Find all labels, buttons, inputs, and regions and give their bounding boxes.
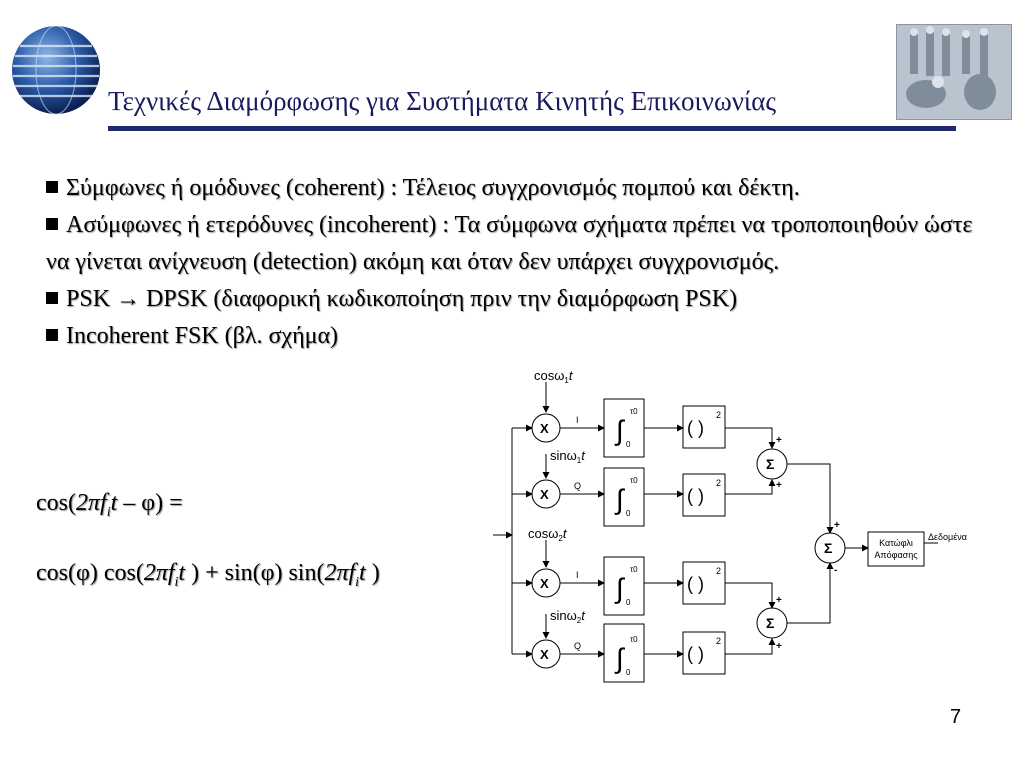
mixer-label: X [540, 647, 549, 662]
bullet-item [46, 281, 996, 318]
svg-text:2: 2 [716, 478, 722, 488]
svg-text:+: + [834, 520, 840, 531]
svg-text:+: + [776, 480, 782, 491]
svg-text:2: 2 [716, 410, 722, 420]
squarer-label: ( ) [687, 418, 704, 438]
bullet-item [46, 170, 996, 207]
mixer-label: X [540, 421, 549, 436]
equation-line-1: $\cos(2\pi f_it - \varphi)$ = [36, 490, 183, 520]
branch-i-label: I [576, 415, 579, 425]
svg-text:0: 0 [626, 509, 631, 518]
branch-q-label: Q [574, 481, 582, 491]
square-bullet-icon [46, 292, 58, 304]
svg-text:τ0: τ0 [630, 635, 638, 644]
bullet-text: PSK → DPSK (διαφορική κωδικοποίηση πριν την διαμόρφωση PSK) [66, 286, 738, 312]
threshold-label: Κατώφλι [879, 538, 913, 548]
svg-text:τ0: τ0 [630, 476, 638, 485]
bullet-list [46, 170, 996, 355]
svg-text:0: 0 [626, 440, 631, 449]
page-number: 7 [950, 706, 962, 728]
bullet-text: Ασύμφωνες ή ετερόδυνες (incoherent) : Τα σύμφωνα σχήματα πρέπει να τροποποιηθούν ώστε να γίνεται ανίχνευση (detection) ακόμη και όταν δεν υπάρχει συγχρονισμός. [46, 212, 973, 275]
equation-line-2: cos(φ) $\cos(2\pi f_it$ ) + sin(φ) $\sin(2\pi f_it$ ) [36, 560, 380, 590]
square-bullet-icon [46, 329, 58, 341]
sum-label: Σ [824, 540, 833, 556]
svg-text:0: 0 [626, 668, 631, 677]
osc-sin2-label: sinω$_2$t [550, 608, 585, 625]
mixer-label: X [540, 487, 549, 502]
svg-text:+: + [776, 641, 782, 652]
globe-logo-icon [10, 24, 102, 116]
bullet-item [46, 207, 996, 281]
bullet-text: Incoherent FSK (βλ. σχήμα) [66, 323, 339, 349]
svg-text:τ0: τ0 [630, 565, 638, 574]
svg-text:2: 2 [716, 636, 722, 646]
threshold-label: Απόφασης [874, 550, 918, 560]
mixer-label: X [540, 576, 549, 591]
branch-i-label: I [576, 570, 579, 580]
integral-icon: ∫ [616, 484, 624, 515]
svg-text:0: 0 [626, 598, 631, 607]
squarer-label: ( ) [687, 574, 704, 594]
sum-label: Σ [766, 456, 775, 472]
svg-text:-: - [834, 565, 838, 576]
svg-text:τ0: τ0 [630, 407, 638, 416]
bullet-text: Σύμφωνες ή ομόδυνες (coherent) : Τέλειος συγχρονισμός πομπού και δέκτη. [66, 175, 800, 201]
title-divider [108, 126, 956, 131]
slide-title: Τεχνικές Διαμόρφωσης για Συστήματα Κινητής Επικοινωνίας [108, 86, 777, 116]
square-bullet-icon [46, 181, 58, 193]
svg-text:+: + [776, 595, 782, 606]
incoherent-fsk-diagram [488, 362, 988, 702]
svg-text:2: 2 [716, 566, 722, 576]
osc-sin1-label: sinω$_1$t [550, 448, 585, 465]
squarer-label: ( ) [687, 486, 704, 506]
integral-icon: ∫ [616, 573, 624, 604]
svg-text:+: + [776, 435, 782, 446]
output-label: Δεδομένα [928, 532, 967, 542]
branch-q-label: Q [574, 641, 582, 651]
osc-cos2-label: cosω$_2$t [528, 526, 567, 543]
square-bullet-icon [46, 218, 58, 230]
bullet-item [46, 318, 996, 355]
relief-image-icon [896, 24, 1012, 120]
sum-label: Σ [766, 615, 775, 631]
osc-cos1-label: cosω$_1$t [534, 368, 573, 385]
squarer-label: ( ) [687, 644, 704, 664]
integral-icon: ∫ [616, 643, 624, 674]
integral-icon: ∫ [616, 415, 624, 446]
